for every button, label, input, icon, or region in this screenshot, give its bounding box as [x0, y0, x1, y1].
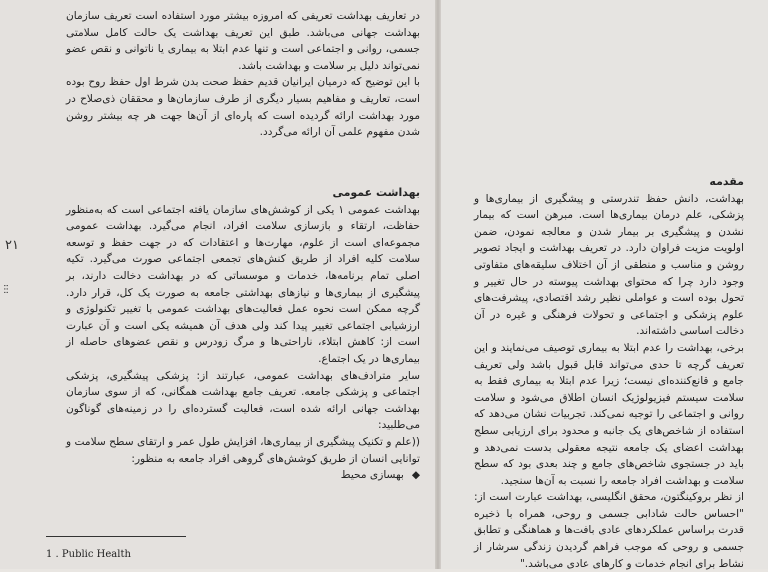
- right-paragraph-3: از نظر بروکینگتون، محقق انگلیسی، بهداشت عبارت است از: "احساس حالت شادابی جسمی و روحی، همراه با ذخیره قدرت براساس عملکردهای عادی بافت‌ها و هماهنگی و تطابق جسمی و روحی که موجب فراهم گردیدن زندگی سرشار از نشاط برای انجام خدمات و کارهای عادی می‌باشد.": [474, 491, 744, 570]
- left-paragraph-1: در تعاریف بهداشت تعریفی که امروزه بیشتر مورد استفاده است تعریف سازمان بهداشت جهانی می‌باشد. طبق این تعریف بهداشت یک حالت کامل سلامتی جسمی، روانی و اجتماعی است و تنها عدم ابتلا به بیماری یا ناتوانی و نقص عضو نمی‌تواند دلیل بر سلامت و بهداشت باشد.: [66, 10, 420, 72]
- left-paragraph-3: بهداشت عمومی ۱ یکی از کوشش‌های سازمان یافته اجتماعی است که به‌منظور حفاظت، ارتقاء و بازسازی سلامت افراد، انجام می‌گیرد. بهداشت عمومی مجموعه‌ای است از علوم، مهارت‌ها و اعتقادات که در جهت حفظ و توسعه سلامت کلیه افراد از طریق کنش‌های تجمعی اجتماعی صورت می‌گیرد. تکیه اصلی تمام برنامه‌ها، خدمات و موسساتی که در بهداشت دخالت دارند، بر پیشگیری از بیماری‌ها و نیازهای بهداشتی جامعه به صورت یک کل، قرار دارد. گرچه ممکن است نحوه عمل فعالیت‌های بهداشت عمومی با تغییر تکنولوژی و ارزشیابی اجتماعی تغییر پیدا کند ولی هدف آن همیشه یکی است و آن عبارت است از: کاهش ابتلاء، ناراحتی‌ها و مرگ زودرس و نقص عضوهای حاصله از بیماری‌ها در یک اجتماع.: [66, 203, 420, 365]
- diamond-bullet-icon: ◆: [411, 469, 420, 482]
- left-intro-text: [66, 8, 420, 141]
- left-paragraph-2: با این توضیح که درمیان ایرانیان قدیم حفظ صحت بدن شرط اول حفظ روح بوده است، تعاریف و مفاهیم بسیار دیگری از طرف سازمان‌ها و محققان ذی‌صلاح در مورد بهداشت ارائه گردیده است که پاره‌ای از آن‌ها جهت هر چه بیشتر روشن شدن مفهوم علمی آن ارائه می‌گردد.: [66, 76, 420, 139]
- left-paragraph-5: ((علم و تکنیک پیشگیری از بیماری‌ها، افزایش طول عمر و ارتقای سطح سلامت و توانایی انسان از طریق کوشش‌های گروهی افراد جامعه به منظور:: [66, 435, 420, 465]
- section-heading-public-health: بهداشت عمومی: [332, 186, 420, 199]
- footnote-divider: [46, 536, 186, 537]
- left-paragraph-4: سایر مترادف‌های بهداشت عمومی، عبارتند از: پزشکی پیشگیری، پزشکی اجتماعی و پزشکی جامعه. تعریف جامع بهداشت همگانی، که از سوی سازمان بهداشت جهانی ارائه شده است، فعالیت گسترده‌ای را در زمینه‌های گوناگون می‌طلبید:: [66, 369, 420, 432]
- bullet-item: [66, 467, 420, 484]
- page-number: ۲۱: [5, 238, 19, 253]
- section-heading-introduction: مقدمه: [709, 175, 744, 188]
- book-gutter: [435, 0, 441, 569]
- introduction-section: [474, 174, 744, 572]
- margin-mark: ⵗⵗ: [3, 283, 9, 296]
- bullet-text: بهسازی محیط: [340, 469, 404, 482]
- public-health-section: [66, 185, 420, 484]
- right-paragraph-1: بهداشت، دانش حفظ تندرستی و پیشگیری از بیماری‌ها و پزشکی، علم درمان بیماری‌ها است. مبرهن است که بیمار نشدن و پیشگیری بر بیمار شدن و معالجه نمودن، ضمن اولویت مزیت فراوان دارد. در تعریف بهداشت و ایجاد تصویر روشن و مناسب و منطقی از آن اختلاف سلیقه‌های متفاوتی وجود دارد چرا که محتوای بهداشت پیوسته در حال تغییر و تحول بوده است و عواملی نظیر رشد اقتصادی، پیشرفت‌های علوم پزشکی و اجتماعی و تحولات فرهنگی و غیره در آن دخالت اساسی داشته‌اند.: [474, 192, 744, 338]
- footnote-public-health: 1 . Public Health: [46, 549, 131, 560]
- right-paragraph-2: برخی، بهداشت را عدم ابتلا به بیماری توصیف می‌نمایند و این تعریف گرچه تا حدی می‌تواند قابل قبول باشد ولی تعریف جامع و قانع‌کننده‌ای نیست؛ زیرا عدم ابتلا به بیماری فقط به سلامت سیستم فیزیولوژیک انسان اطلاق می‌شود و سلامت روانی و اجتماعی را توجیه نمی‌کند. تجربیات نشان می‌دهد که استفاده از شاخص‌های یک جانبه و محدود برای ارزیابی سطح بهداشت اعضای یک جامعه نتیجه معقولی بدست نمی‌دهد و باید در جستجوی شاخص‌های جامع و چند بعدی بود که سطح سلامت و بهداشت افراد جامعه را نسبت به آن‌ها سنجید.: [474, 341, 744, 487]
